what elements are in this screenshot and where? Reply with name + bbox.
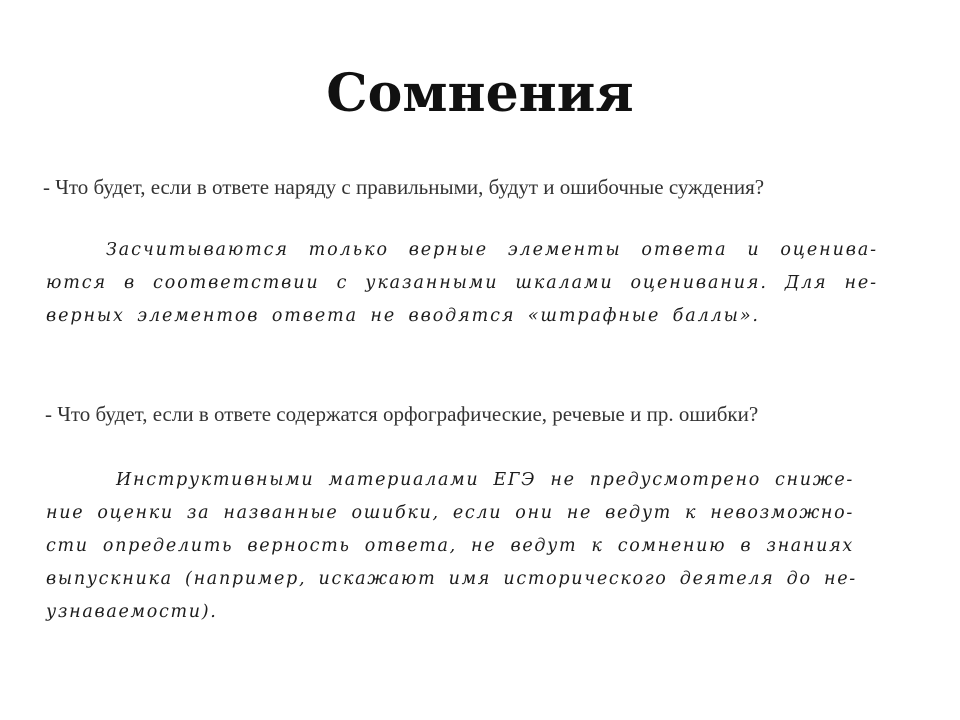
answer-2-line: сти определить верность ответа, не ведут к сомнению в знаниях [46, 536, 854, 556]
question-1-text: - Что будет, если в ответе наряду с правильными, будут и ошибочные суждения? [43, 175, 765, 199]
answer-1-line: верных элементов ответа не вводятся «штрафные баллы». [46, 306, 760, 326]
answer-1-line: Засчитываются только верные элементы ответа и оценива- [106, 240, 878, 260]
answer-1-line: ются в соответствии с указанными шкалами оценивания. Для не- [46, 273, 878, 293]
question-2-text: - Что будет, если в ответе содержатся орфографические, речевые и пр. ошибки? [45, 402, 759, 426]
answer-1-scanned-excerpt [46, 234, 878, 333]
answer-2-line: Инструктивными материалами ЕГЭ не предусмотрено сниже- [116, 470, 854, 490]
answer-2-line: выпускника (например, искажают имя исторического деятеля до не- [46, 569, 857, 589]
answer-2-line: узнаваемости). [46, 602, 218, 622]
slide-title: Сомнения [326, 63, 634, 124]
answer-2-scanned-excerpt [46, 464, 857, 629]
answer-2-line: ние оценки за названные ошибки, если они не ведут к невозможно- [46, 503, 854, 523]
